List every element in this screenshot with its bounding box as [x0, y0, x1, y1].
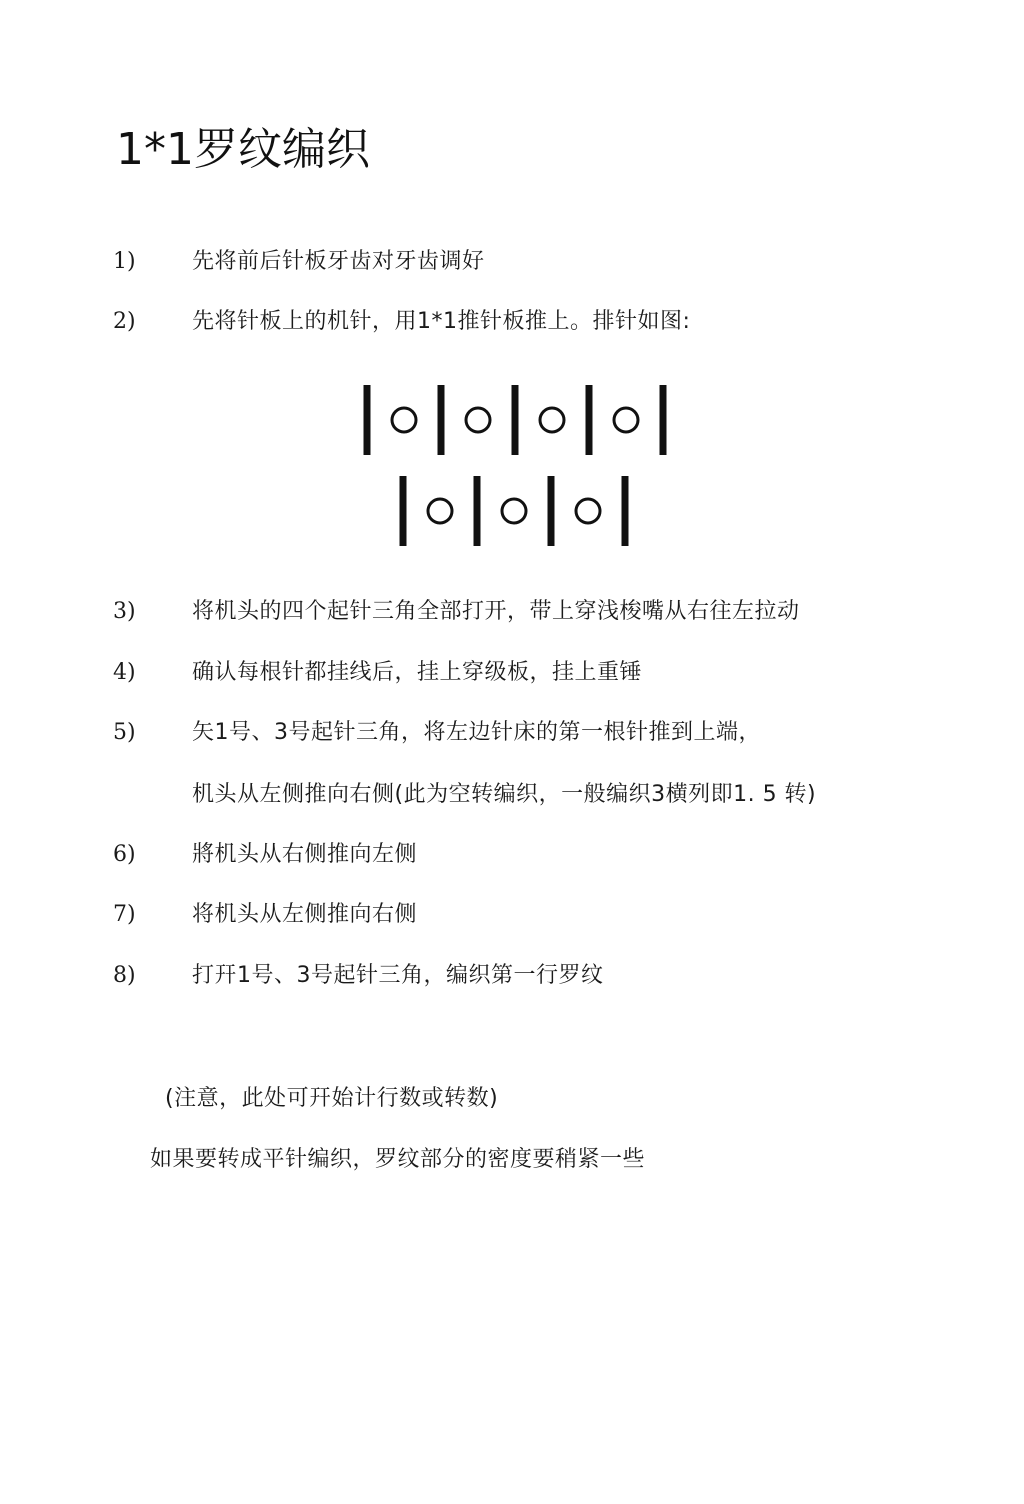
step-7 [0, 898, 1024, 932]
step-text: 将机头从左侧推向右侧 [192, 902, 418, 927]
needle-bar [400, 476, 407, 546]
step-number: 4) [113, 660, 136, 685]
step-number: 7) [113, 902, 136, 927]
step-text: 确认每根针都挂线后，挂上穿级板，挂上重锤 [192, 660, 643, 685]
step-text: 矢1号、3号起针三角，将左边针床的第一根针推到上端， [192, 720, 761, 745]
needle-bar [364, 385, 371, 455]
step-6 [0, 838, 1024, 872]
needle-bar [474, 476, 481, 546]
step-number: 1) [113, 249, 136, 274]
page-title: 1*1罗纹编织 [116, 124, 370, 175]
step-1 [0, 245, 1024, 279]
footer-text: 如果要转成平针编织，罗纹部分的密度要稍紧一些 [150, 1147, 646, 1172]
needle-loop-circle [614, 408, 638, 432]
step-number: 2) [113, 309, 136, 334]
step-text: 打幵1号、3号起针三角，编织第一行罗纹 [192, 963, 604, 988]
step-text: 将机头的四个起针三角全部打开，带上穿浅梭嘴从右往左拉动 [192, 599, 800, 624]
step-text: 先将前后针板牙齿对牙齿调好 [192, 249, 485, 274]
needle-loop-circle [540, 408, 564, 432]
note-text: (注意，此处可幵始计行数或转数) [165, 1086, 499, 1111]
needle-row-2 [400, 476, 629, 546]
step-4 [0, 656, 1024, 690]
needle-bar [438, 385, 445, 455]
step-2 [0, 305, 1024, 339]
needle-bar [512, 385, 519, 455]
needle-loop-circle [428, 499, 452, 523]
needle-arrangement-diagram [350, 378, 680, 558]
step-3 [0, 595, 1024, 629]
needle-bar [586, 385, 593, 455]
needle-loop-circle [466, 408, 490, 432]
needle-loop-circle [502, 499, 526, 523]
needle-loop-circle [576, 499, 600, 523]
needle-bar [660, 385, 667, 455]
needle-bar [548, 476, 555, 546]
step-text: 先将针板上的机针，用1*1推针板推上。排针如图: [192, 309, 691, 334]
step-number: 5) [113, 720, 136, 745]
step-5-continuation: 机头从左侧推向右侧(此为空转编织，一般编织3横列即1. 5 转) [192, 782, 817, 807]
needle-loop-circle [392, 408, 416, 432]
step-8 [0, 959, 1024, 993]
step-number: 3) [113, 599, 136, 624]
step-number: 6) [113, 842, 136, 867]
step-text: 將机头从右侧推向左侧 [192, 842, 418, 867]
step-number: 8) [113, 963, 136, 988]
needle-row-1 [364, 385, 667, 455]
step-5 [0, 716, 1024, 750]
needle-bar [622, 476, 629, 546]
